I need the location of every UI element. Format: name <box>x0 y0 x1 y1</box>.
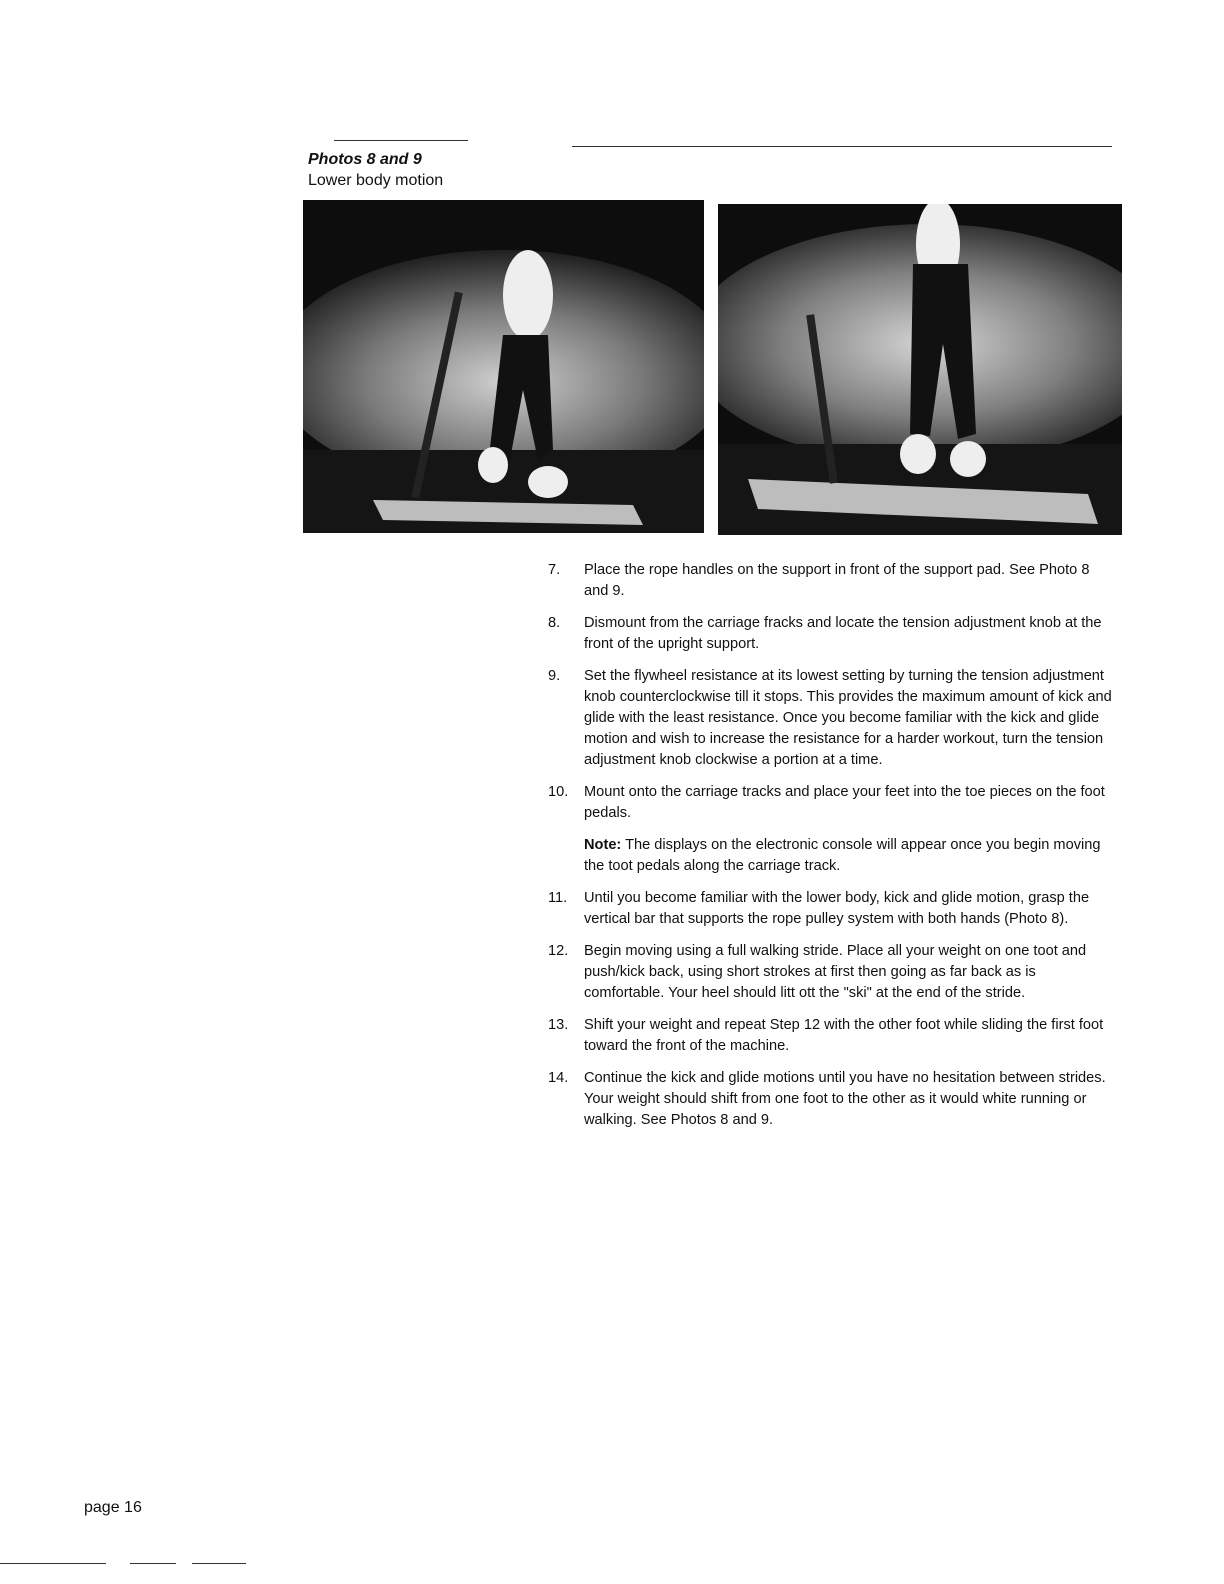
photo-caption-title: Photos 8 and 9 <box>308 151 422 168</box>
step-number: 8. <box>548 615 561 631</box>
footer-rule-1 <box>0 1563 106 1564</box>
step-text: Place the rope handles on the support in front of the support pad. See Photo 8 and 9. <box>584 562 1090 599</box>
photo-caption-subtitle: Lower body motion <box>308 172 444 189</box>
step-number: 11. <box>548 890 568 906</box>
step-7 <box>548 560 1113 602</box>
page-number: page 16 <box>84 1499 142 1516</box>
step-number: 12. <box>548 943 569 959</box>
step-text: Begin moving using a full walking stride. Place all your weight on one toot and push/kick back, using short strokes at first then going as far back as is comfortable. Your heel should litt ott the "ski" at the end of the stride. <box>584 943 1087 1001</box>
step-10 <box>548 782 1113 824</box>
step-text: Until you become familiar with the lower body, kick and glide motion, grasp the vertical bar that supports the rope pulley system with both hands (Photo 8). <box>584 890 1090 927</box>
step-number: 10. <box>548 784 569 800</box>
step-text: Dismount from the carriage fracks and locate the tension adjustment knob at the front of the upright support. <box>584 615 1102 652</box>
step-number: 14. <box>548 1070 569 1086</box>
step-text: Set the flywheel resistance at its lowest setting by turning the tension adjustment knob counterclockwise till it stops. This provides the maximum amount of kick and glide with the least resistance. Once you become familiar with the kick and glide motion and wish to increase the resistance for a harder workout, turn the tension adjustment knob clockwise a portion at a time. <box>584 668 1112 768</box>
photo-9 <box>718 204 1122 535</box>
header-rule-right <box>572 146 1112 147</box>
step-text: Shift your weight and repeat Step 12 with the other foot while sliding the first foot toward the front of the machine. <box>584 1017 1104 1054</box>
step-number: 9. <box>548 668 561 684</box>
note-label: Note: <box>584 837 622 853</box>
instruction-steps <box>548 560 1113 1142</box>
step-number: 7. <box>548 562 561 578</box>
step-9 <box>548 666 1113 771</box>
footer-rule-2 <box>130 1563 176 1564</box>
note-text: The displays on the electronic console will appear once you begin moving the toot pedals along the carriage track. <box>584 837 1101 874</box>
step-8 <box>548 613 1113 655</box>
footer-rule-3 <box>192 1563 246 1564</box>
step-text: Mount onto the carriage tracks and place your feet into the toe pieces on the foot pedals. <box>584 784 1105 821</box>
step-11 <box>548 888 1113 930</box>
step-12 <box>548 941 1113 1004</box>
step-14 <box>548 1068 1113 1131</box>
step-number: 13. <box>548 1017 569 1033</box>
step-text: Continue the kick and glide motions until you have no hesitation between strides. Your weight should shift from one foot to the other as it would white running or walking. See Photos 8 and 9. <box>584 1070 1106 1128</box>
photo-8 <box>303 200 704 533</box>
step-13 <box>548 1015 1113 1057</box>
note <box>548 835 1113 877</box>
header-rule-left <box>334 140 468 141</box>
